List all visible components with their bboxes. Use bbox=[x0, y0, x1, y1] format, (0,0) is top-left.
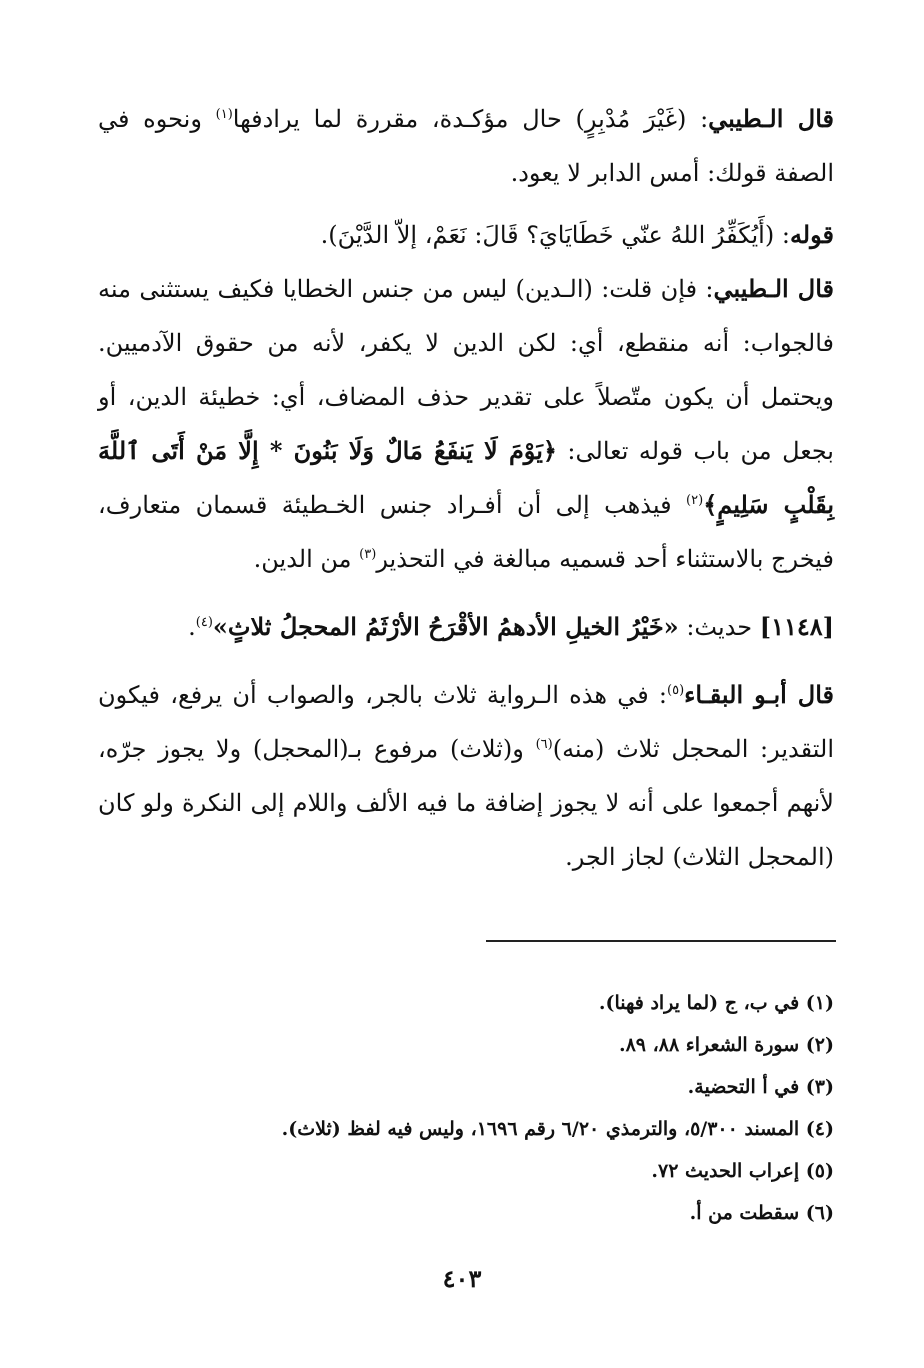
paragraph-text: و(ثلاث) مرفوع بـ(المحجل) ولا يجوز جرّه، لأنهم أجمعوا على أنه لا يجوز إضافة ما فيه الألف واللام إلى النكرة ولو كان (المحجل الثلاث) لجاز الجر. bbox=[98, 735, 834, 871]
paragraph-hadith bbox=[98, 600, 834, 654]
footnote-6: (٦) سقطت من أ. bbox=[689, 1202, 834, 1224]
footnote-ref-1: (١) bbox=[215, 107, 233, 122]
paragraph-text: : فإن قلت: (الـدين) ليس من جنس الخطايا فكيف يستثنى منه فالجواب: أنه منقطع، أي: لكن الدين لا يكفر، لأنه من حقوق الآدميين. ويحتمل أن يكون متّصلاً على تقدير حذف المضاف، أي: خطيئة الدين، أو بجعل من باب قوله تعالى: bbox=[98, 275, 834, 465]
hadith-label: حديث: bbox=[678, 613, 760, 641]
speaker-label: قوله bbox=[789, 220, 834, 249]
paragraph-tibi-1 bbox=[98, 92, 834, 200]
paragraph-tibi-2 bbox=[98, 262, 834, 586]
paragraph-text: ونحوه في الصفة قولك: أمس الدابر لا يعود. bbox=[98, 105, 834, 187]
quran-verse: ﴿يَوْمَ لَا يَنفَعُ مَالٌ وَلَا بَنُونَ * إِلَّا مَنْ أَتَى ٱللَّهَ بِقَلْبٍ سَلِيمٍ﴾ bbox=[98, 436, 834, 519]
speaker-label: قال أبـو البقـاء bbox=[684, 680, 835, 709]
paragraph-text: من الدين. bbox=[253, 545, 360, 573]
main-text bbox=[98, 92, 834, 884]
footnotes bbox=[98, 982, 834, 1234]
footnote-5: (٥) إعراب الحديث ٧٢. bbox=[651, 1160, 834, 1182]
paragraph-text: : (أَيُكَفِّرُ اللهُ عنّي خَطَايَايَ؟ قَالَ: نَعَمْ، إلاّ الدَّيْنَ). bbox=[320, 221, 790, 249]
paragraph-end: . bbox=[188, 613, 196, 641]
paragraph-text: فيذهب إلى أن أفـراد جنس الخـطيئة قسمان متعارف، فيخرج بالاستثناء أحد قسميه مبالغة في التحذير bbox=[98, 491, 834, 573]
footnote-1: (١) في ب، ج (لما يراد فهنا). bbox=[598, 992, 834, 1014]
footnote-3: (٣) في أ التحضية. bbox=[687, 1076, 834, 1098]
footnote-ref-5: (٥) bbox=[667, 683, 685, 698]
footnote-ref-4: (٤) bbox=[195, 615, 213, 630]
footnote-ref-2: (٢) bbox=[686, 493, 704, 508]
speaker-label: قال الـطيبي bbox=[713, 274, 834, 303]
paragraph-text: : (غَيْرَ مُدْبِرٍ) حال مؤكـدة، مقررة لما يرادفها bbox=[232, 105, 709, 133]
paragraph-qawluh bbox=[98, 208, 834, 262]
hadith-number: [١١٤٨] bbox=[759, 612, 834, 641]
hadith-text: «خَيْرُ الخيلِ الأدهمُ الأقْرَحُ الأرْثَمُ المحجلُ ثلاثٍ» bbox=[212, 612, 679, 641]
footnote-4: (٤) المسند ٥/٣٠٠، والترمذي ٦/٢٠ رقم ١٦٩٦، وليس فيه لفظ (ثلاث). bbox=[281, 1118, 834, 1140]
paragraph-text: : في هذه الـرواية ثلاث بالجر، والصواب أن يرفع، فيكون التقدير: المحجل ثلاث (منه) bbox=[98, 681, 835, 763]
speaker-label: قال الـطيبي bbox=[708, 104, 835, 133]
footnote-ref-3: (٣) bbox=[359, 547, 377, 562]
page-number: ٤٠٣ bbox=[442, 1264, 482, 1293]
footnote-divider bbox=[486, 940, 836, 942]
paragraph-abulbaqa bbox=[98, 668, 834, 884]
footnote-2: (٢) سورة الشعراء ٨٨، ٨٩. bbox=[618, 1034, 834, 1056]
footnote-ref-6: (٦) bbox=[535, 737, 553, 752]
